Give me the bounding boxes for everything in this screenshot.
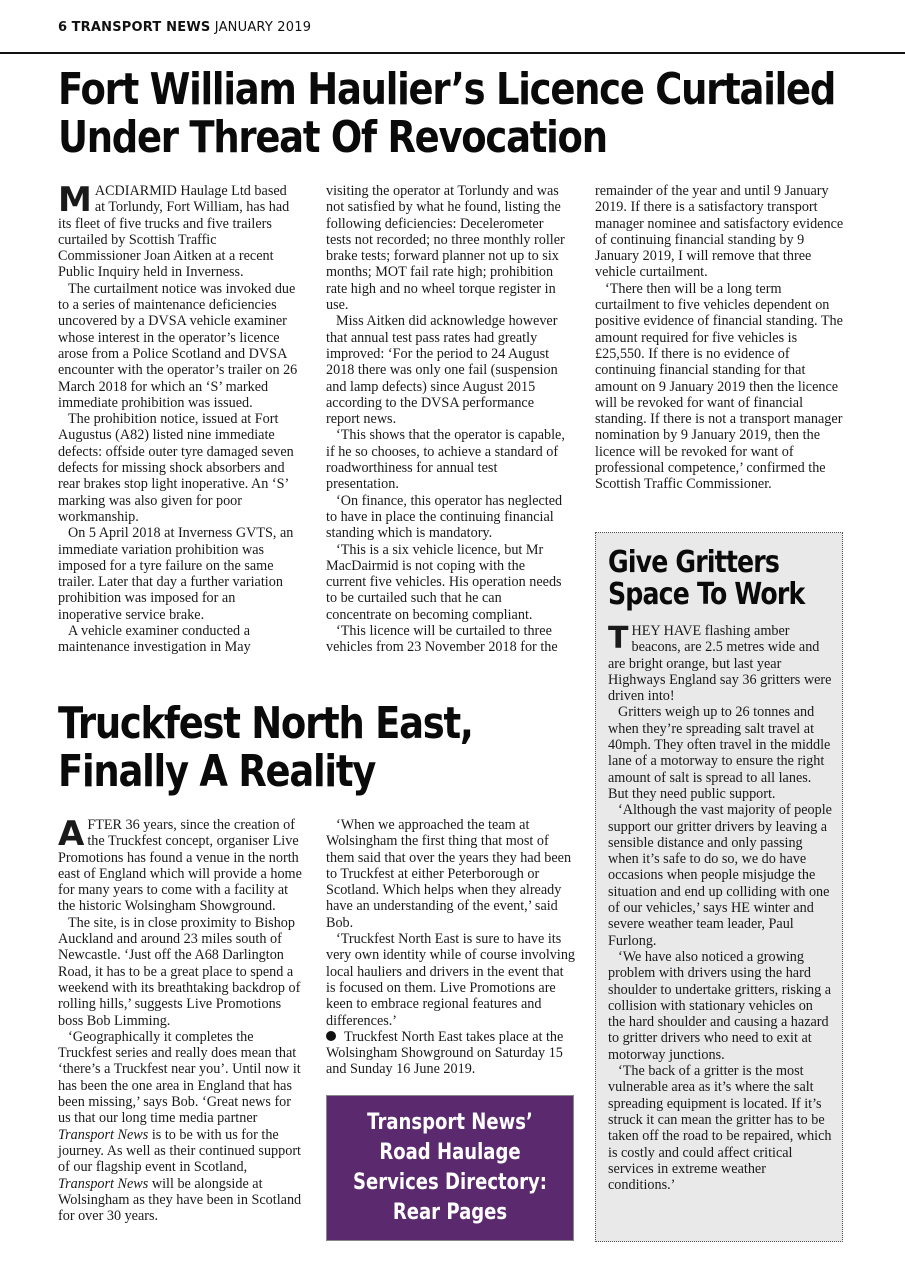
directory-promo-box[interactable] (326, 1095, 574, 1241)
dropcap: M (58, 180, 92, 220)
sidebar-paragraph: THEY HAVE flashing amber beacons, are 2.5 metres wide and are bright orange, but last year Highways England say 36 gritters were driven into! (608, 621, 832, 705)
article1-headline-line2: Under Threat Of Revocation (58, 112, 607, 163)
article1-headline-line1: Fort William Haulier’s Licence Curtailed (58, 64, 836, 115)
article2-headline (58, 700, 473, 796)
directory-promo-text: Transport News’ Road Haulage Services Directory: Rear Pages (353, 1110, 547, 1225)
sidebar-paragraph: ‘Although the vast majority of people support our gritter drivers by leaving a sensible distance and only passing when it’s safe to do so, we do have occasions when people misjudge the situation and end up colliding with one of our vehicles,’ says HE winter and severe weather team leader, Paul Furlong. (608, 802, 832, 949)
article1-paragraph: The prohibition notice, issued at Fort Augustus (A82) listed nine immediate defects: offside outer tyre damaged seven defects for missing shock absorbers and rear brakes stop light inoperative. An ‘S’ marking was also given for poor workmanship. (58, 411, 294, 525)
article1-paragraph: ‘This is a six vehicle licence, but Mr MacDairmid is not coping with the current five vehicles. His operation needs to be curtailed such that he can concentrate on becoming compliant. (326, 541, 562, 623)
sidebar-paragraph: Gritters weigh up to 26 tonnes and when they’re spreading salt travel at 40mph. They often travel in the middle lane of a motorway to ensure the right amount of salt is spread to all lanes. But they need public support. (608, 704, 831, 802)
article1-paragraph: On 5 April 2018 at Inverness GVTS, an immediate variation prohibition was imposed for a tyre failure on the same trailer. Later that day a further variation prohibition was imposed for an inoperative service brake. (58, 525, 294, 623)
article1-paragraph: Miss Aitken did acknowledge however that annual test pass rates had greatly improved: ‘For the period to 24 August 2018 there was only one fail (suspension and lamp defects) since August 2015 according to the DVSA performance report news. (326, 313, 558, 428)
article1-paragraph: A vehicle examiner conducted a maintenance investigation in May (58, 623, 251, 656)
sidebar-body (608, 623, 833, 1193)
article2-column-1 (58, 814, 306, 1225)
article2-paragraph: AFTER 36 years, since the creation of the Truckfest concept, organiser Live Promotions has found a venue in the north east of England which will provide a home for many years to come with a facility at the historic Wolsingham Showground. (58, 814, 302, 915)
sidebar-paragraph: ‘The back of a gritter is the most vulnerable area as it’s where the salt spreading equipment is located. If it’s struck it can mean the gritter has to be taken off the road to be repaired, which is costly and could affect critical services in extreme weather conditions.’ (608, 1063, 832, 1194)
dropcap: A (58, 814, 85, 854)
article2-column-2 (326, 817, 576, 1078)
header-rule (0, 52, 905, 54)
article1-paragraph: ‘This licence will be curtailed to three vehicles from 23 November 2018 for the (326, 623, 558, 656)
article2-paragraph: Truckfest North East takes place at the Wolsingham Showground on Saturday 15 and Sunday 16 June 2019. (326, 1028, 564, 1078)
dropcap: T (608, 621, 629, 656)
article2-paragraph: The site, is in close proximity to Bishop Auckland and around 23 miles south of Newcastle. ‘Just off the A68 Darlington Road, it has to be a great place to spend a weekend with its breathtaking backdrop of rolling hills,’ suggests Live Promotions boss Bob Limming. (58, 914, 301, 1029)
article1-paragraph: MACDIARMID Haulage Ltd based at Torlundy, Fort William, has had its fleet of five trucks and five trailers curtailed by Scottish Traffic Commissioner Joan Aitken at a recent Public Inquiry held in Inverness. (58, 180, 290, 281)
gritters-sidebar (595, 532, 843, 1242)
article2-headline-line2: Finally A Reality (58, 746, 376, 797)
article2-paragraph: ‘Truckfest North East is sure to have its very own identity while of course involving local hauliers and drivers in the event that is focused on them. Live Promotions are keen to embrace regional features and differences.’ (326, 931, 576, 1029)
article1-paragraph: The curtailment notice was invoked due to a series of maintenance deficiencies uncovered by a DVSA vehicle examiner whose interest in the operator’s licence arose from a Police Scotland and DVSA encounter with the operator’s trailer on 26 March 2018 for which an ‘S’ marked immediate prohibition was issued. (58, 280, 298, 411)
publication-name: TRANSPORT NEWS (71, 20, 211, 35)
page-number: 6 (58, 20, 68, 35)
article1-column-1 (58, 180, 298, 656)
page-folio (58, 20, 311, 35)
article2-headline-line1: Truckfest North East, (58, 698, 473, 749)
article1-paragraph: ‘On finance, this operator has neglected to have in place the continuing financial standing which is mandatory. (326, 492, 563, 542)
sidebar-headline (608, 547, 804, 611)
article1-paragraph: ‘There then will be a long term curtailment to five vehicles dependent on positive evidence of financial standing. The amount required for five vehicles is £25,550. If there is no evidence of continuing financial standing for that amount on 9 January 2019 then the licence will be revoked for want of financial standing. If there is not a transport manager nomination by 9 January 2019, then the licence will be revoked for want of professional competence,’ confirmed the Scottish Traffic Commissioner. (595, 280, 843, 493)
article1-paragraph: ‘This shows that the operator is capable, if he so chooses, to achieve a standard of roadworthiness for annual test presentation. (326, 427, 565, 493)
sidebar-paragraph: ‘We have also noticed a growing problem with drivers using the hard shoulder to undertake gritters, risking a collision with stationary vehicles on the hard shoulder and causing a hazard to gritter drivers who need to exit at motorway junctions. (608, 948, 832, 1063)
article1-column-2 (326, 183, 566, 656)
bullet-icon (326, 1031, 336, 1041)
article1-headline (58, 66, 835, 162)
article1-paragraph: visiting the operator at Torlundy and was not satisfied by what he found, listing the following deficiencies: Decelerometer tests not recorded; no three monthly roller brake tests; forward planner not up to six months; MOT fail rate high; prohibition rate high and no wheel torque register in use. (326, 183, 565, 314)
article2-paragraph: ‘Geographically it completes the Truckfest series and really does mean that ‘there’s a Truckfest near you’. Until now it has been the one area in England that has been missing,’ says Bob. ‘Great news for us that our long time media partner Transport News is to be with us for the journey. As well as their continued support of our flagship event in Scotland, Transport News will be alongside at Wolsingham as they have been in Scotland for over 30 years. (58, 1028, 302, 1225)
issue-date: JANUARY 2019 (214, 20, 312, 35)
sidebar-headline-line2: Space To Work (608, 577, 805, 612)
article1-column-3 (595, 183, 845, 493)
article2-paragraph: ‘When we approached the team at Wolsingham the first thing that most of them said that over the years they had been to Truckfest at either Peterborough or Scotland. Which helps when they already have an understanding of the event,’ said Bob. (326, 817, 572, 931)
sidebar-headline-line1: Give Gritters (608, 545, 780, 580)
article1-paragraph: remainder of the year and until 9 January 2019. If there is a satisfactory transport manager nominee and satisfactory evidence of continuing financial standing by 9 January 2019, I will remove that three vehicle curtailment. (595, 183, 844, 281)
